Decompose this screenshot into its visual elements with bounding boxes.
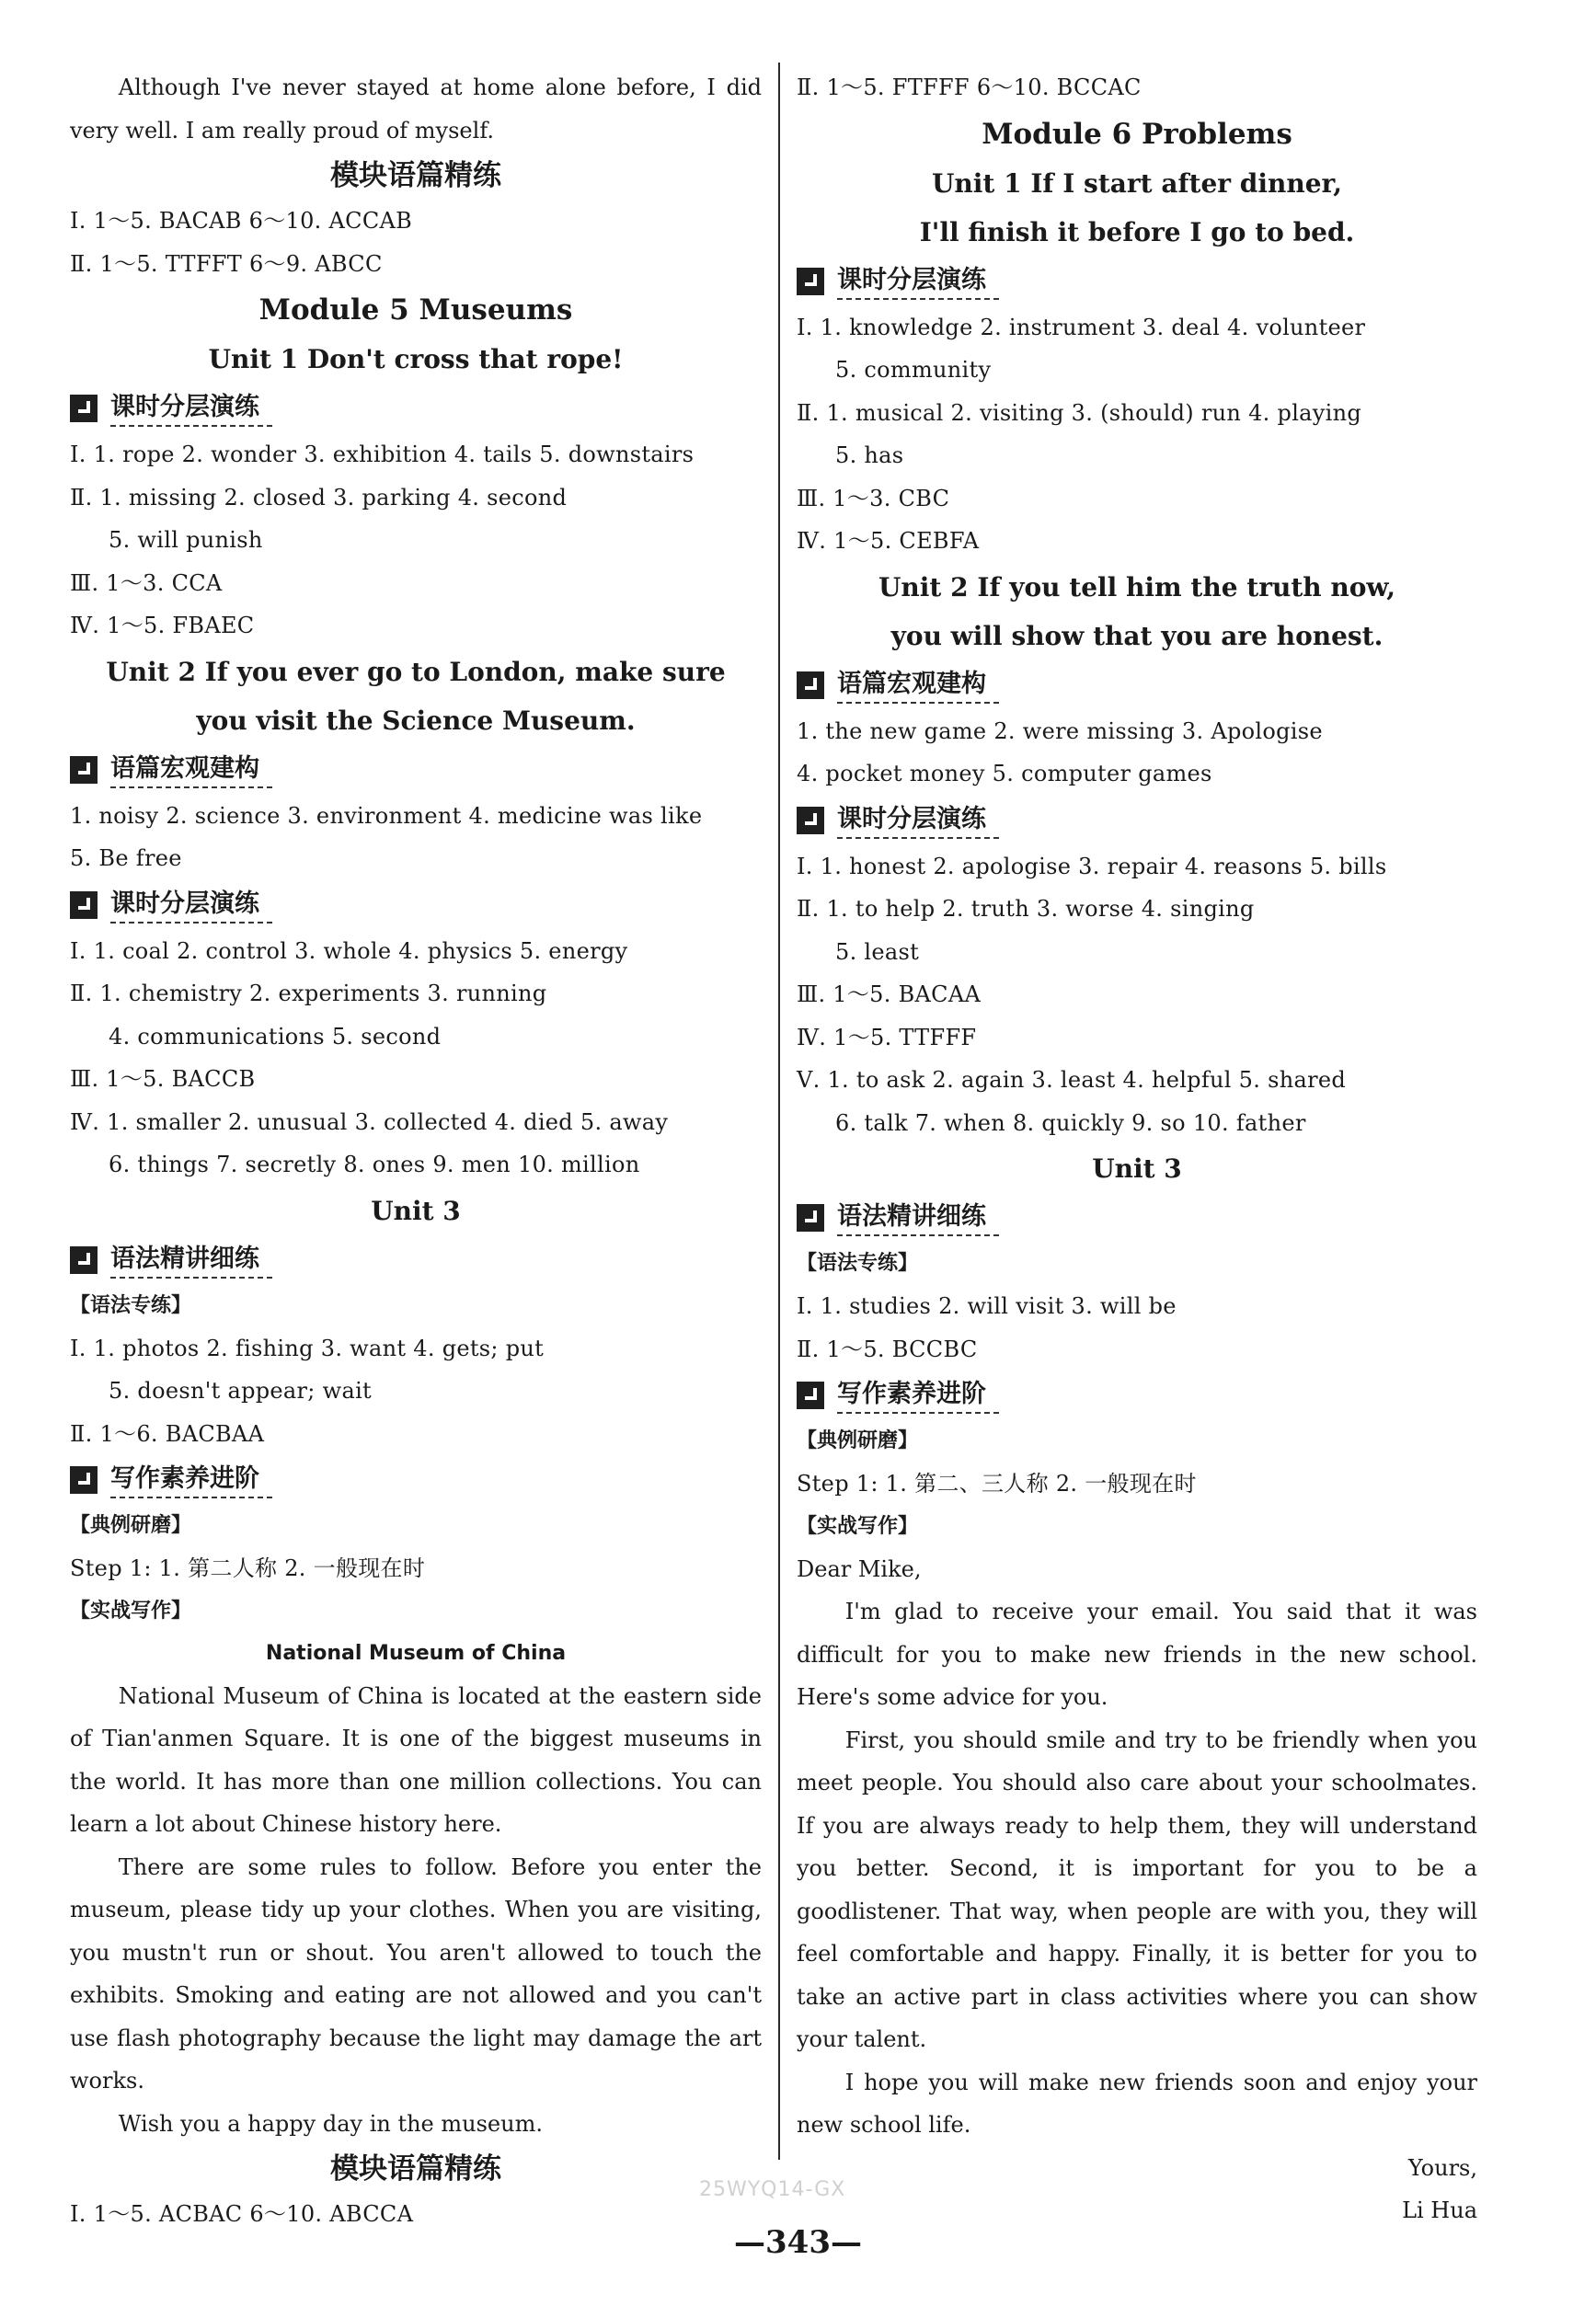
section-label: 语篇宏观建构: [837, 667, 999, 704]
essay-title: National Museum of China: [265, 1641, 567, 1665]
letter-paragraph: I'm glad to receive your email. You said that it was difficult for you to make new friends in the new school. Here's some advice for you.: [797, 1599, 1477, 1710]
unit-title: Unit 1 Don't cross that rope!: [208, 344, 624, 374]
unit-title: Unit 3: [1092, 1153, 1182, 1184]
answer-line: Ⅰ. 1. coal 2. control 3. whole 4. physics 5. energy: [70, 937, 628, 964]
answer-line: Ⅲ. 1～3. CCA: [70, 569, 223, 596]
answer-line: Ⅲ. 1～3. CBC: [797, 485, 950, 511]
section-writing: [797, 1371, 1477, 1420]
section-practice: [797, 257, 1477, 306]
answer-line: 4. communications 5. second: [109, 1023, 442, 1050]
answer-line: Ⅱ. 1. to help 2. truth 3. worse 4. singing: [797, 896, 1255, 922]
answer-line: 5. will punish: [109, 527, 263, 553]
section-label: 写作素养进阶: [837, 1377, 999, 1414]
answer-line: 6. things 7. secretly 8. ones 9. men 10. million: [109, 1152, 640, 1177]
subsection-tag: 【语法专练】: [70, 1293, 192, 1317]
answer-line: 6. talk 7. when 8. quickly 9. so 10. father: [835, 1109, 1306, 1136]
unit-title: Unit 1 If I start after dinner,: [932, 167, 1342, 199]
arrow-box-icon: [797, 1382, 824, 1409]
section-heading: 模块语篇精练: [330, 2152, 501, 2186]
subsection-tag: 【实战写作】: [70, 1599, 192, 1623]
answer-line: Step 1: 1. 第二人称 2. 一般现在时: [70, 1555, 426, 1581]
answer-line: 1. the new game 2. were missing 3. Apologise: [797, 717, 1323, 744]
subsection-tag: 【典例研磨】: [797, 1429, 919, 1452]
unit-title: Unit 2 If you tell him the truth now,: [878, 571, 1395, 602]
answer-line: Ⅱ. 1. chemistry 2. experiments 3. running: [70, 981, 547, 1006]
unit-title: you visit the Science Museum.: [196, 705, 636, 736]
arrow-box-icon: [797, 807, 824, 834]
arrow-box-icon: [797, 268, 824, 295]
answer-line: Ⅰ. 1～5. ACBAC 6～10. ABCCA: [70, 2201, 414, 2227]
answer-line: 5. Be free: [70, 845, 182, 871]
answer-line: Ⅱ. 1～6. BACBAA: [70, 1420, 265, 1447]
section-label: 写作素养进阶: [110, 1462, 272, 1498]
answer-line: Step 1: 1. 第二、三人称 2. 一般现在时: [797, 1471, 1197, 1497]
subsection-tag: 【实战写作】: [797, 1514, 919, 1538]
answer-line: Ⅰ. 1. knowledge 2. instrument 3. deal 4. volunteer: [797, 314, 1366, 340]
section-structure: [797, 660, 1477, 710]
arrow-box-icon: [70, 395, 98, 422]
answer-line: Ⅲ. 1～5. BACCB: [70, 1066, 256, 1092]
essay-paragraph: Wish you a happy day in the museum.: [118, 2110, 543, 2137]
section-grammar: [797, 1193, 1477, 1243]
unit-title: Unit 2 If you ever go to London, make sure: [106, 656, 726, 687]
arrow-box-icon: [70, 891, 98, 919]
answer-line: Ⅳ. 1～5. CEBFA: [797, 528, 980, 554]
subsection-tag: 【语法专练】: [797, 1252, 919, 1275]
page-number: —343—: [734, 2224, 862, 2261]
letter-paragraph: First, you should smile and try to be friendly when you meet people. You should also care about your schoolmates. If you are always ready to help them, they will understand you better. Second, it is important for you to be a goodlistener. That way, when people are with you, they will feel comfortable and happy. Finally, it is better for you to take an active part in class activities where you can show your talent.: [797, 1727, 1477, 2052]
letter-closing: Yours,: [1407, 2154, 1477, 2181]
arrow-box-icon: [797, 1204, 824, 1232]
answer-line: Ⅲ. 1～5. BACAA: [797, 981, 982, 1007]
section-label: 语法精讲细练: [110, 1242, 272, 1279]
section-label: 语法精讲细练: [837, 1199, 999, 1236]
answer-line: Ⅱ. 1～5. BCCBC: [797, 1336, 978, 1362]
answer-line: 5. has: [835, 442, 904, 468]
unit-title: I'll finish it before I go to bed.: [919, 216, 1355, 247]
arrow-box-icon: [70, 1466, 98, 1494]
section-label: 课时分层演练: [837, 263, 999, 300]
answer-line: Ⅰ. 1. honest 2. apologise 3. repair 4. reasons 5. bills: [797, 853, 1387, 879]
arrow-box-icon: [70, 1246, 98, 1274]
letter-signature: Li Hua: [1402, 2197, 1477, 2223]
answer-line: 1. noisy 2. science 3. environment 4. medicine was like: [70, 802, 703, 829]
answer-line: Ⅴ. 1. to ask 2. again 3. least 4. helpful 5. shared: [797, 1067, 1347, 1093]
section-label: 课时分层演练: [837, 802, 999, 839]
answer-line: Ⅱ. 1. musical 2. visiting 3. (should) run 4. playing: [797, 399, 1362, 426]
section-practice: [70, 880, 762, 930]
module-title: Module 6 Problems: [982, 117, 1292, 151]
letter-salutation: Dear Mike,: [797, 1555, 922, 1582]
right-column: [797, 66, 1477, 2232]
arrow-box-icon: [797, 671, 824, 699]
letter-paragraph: I hope you will make new friends soon and enjoy your new school life.: [797, 2069, 1477, 2138]
section-practice: [70, 384, 762, 433]
answer-line: Ⅱ. 1～5. FTFFF 6～10. BCCAC: [797, 75, 1142, 100]
section-heading: 模块语篇精练: [330, 159, 501, 192]
arrow-box-icon: [70, 756, 98, 784]
intro-paragraph: Although I've never stayed at home alone before, I did very well. I am really proud of myself.: [70, 75, 762, 143]
answer-line: Ⅱ. 1. missing 2. closed 3. parking 4. second: [70, 484, 568, 511]
module-title: Module 5 Museums: [258, 293, 573, 327]
answer-line: Ⅰ. 1. studies 2. will visit 3. will be: [797, 1293, 1177, 1319]
section-grammar: [70, 1235, 762, 1285]
left-column: [70, 66, 762, 2236]
answer-line: Ⅰ. 1. rope 2. wonder 3. exhibition 4. tails 5. downstairs: [70, 442, 695, 467]
column-divider: [778, 63, 780, 2160]
section-label: 课时分层演练: [110, 390, 272, 427]
unit-title: you will show that you are honest.: [890, 620, 1384, 651]
section-practice: [797, 796, 1477, 845]
answer-line: Ⅳ. 1～5. TTFFF: [797, 1024, 977, 1050]
section-label: 语篇宏观建构: [110, 751, 272, 788]
unit-title: Unit 3: [371, 1195, 461, 1226]
answer-line: 5. least: [835, 938, 920, 965]
answer-line: Ⅰ. 1. photos 2. fishing 3. want 4. gets; put: [70, 1335, 545, 1361]
section-structure: [70, 745, 762, 795]
answer-line: 5. doesn't appear; wait: [109, 1378, 372, 1404]
answer-line: Ⅳ. 1. smaller 2. unusual 3. collected 4. died 5. away: [70, 1108, 669, 1135]
answer-line: 4. pocket money 5. computer games: [797, 761, 1212, 786]
section-writing: [70, 1455, 762, 1505]
essay-paragraph: National Museum of China is located at the eastern side of Tian'anmen Square. It is one of the biggest museums in the world. It has more than one million collections. You can learn a lot about Chinese history here.: [70, 1682, 762, 1837]
answer-line: Ⅳ. 1～5. FBAEC: [70, 613, 255, 638]
essay-paragraph: There are some rules to follow. Before you enter the museum, please tidy up your clothes. When you are visiting, you mustn't run or shout. You aren't allowed to touch the exhibits. Smoking and eating are not allowed and you can't use flash photography because the light may damage the art works.: [70, 1853, 762, 2094]
subsection-tag: 【典例研磨】: [70, 1514, 192, 1537]
watermark: 25WYQ14-GX: [699, 2178, 846, 2201]
answer-line: Ⅱ. 1～5. TTFFT 6～9. ABCC: [70, 250, 383, 277]
section-label: 课时分层演练: [110, 887, 272, 924]
answer-line: 5. community: [835, 357, 992, 383]
answer-line: Ⅰ. 1～5. BACAB 6～10. ACCAB: [70, 208, 413, 234]
